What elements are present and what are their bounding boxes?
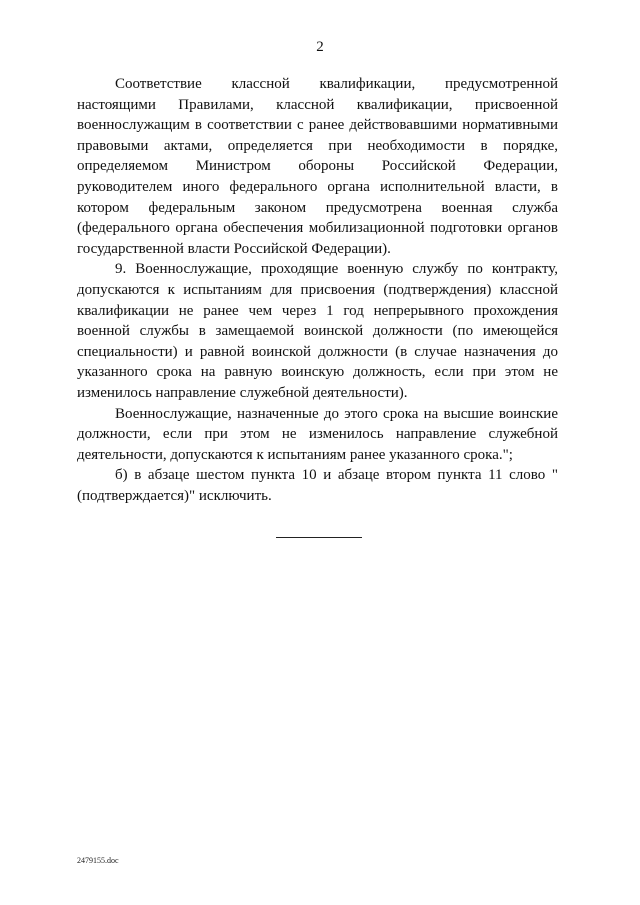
paragraph-qualification-conformity: Соответствие классной квалификации, предусмотренной настоящими Правилами, классной квалификации, присвоенной военнослужащим в соответствии с ранее действовавшими нормативными правовыми актами, определяется при необходимости в порядке, определяемом Министром обороны Российской Федерации, руководителем иного федерального органа исполнительной власти, в котором федеральным законом предусмотрена военная служба (федерального органа обеспечения мобилизационной подготовки органов государственной власти Российской Федерации). [77, 76, 558, 257]
paragraph-item-9: 9. Военнослужащие, проходящие военную службу по контракту, допускаются к испытаниям для присвоения (подтверждения) классной квалификации не ранее чем через 1 год непрерывного прохождения военной службы в замещаемой воинской должности (по имеющейся специальности) и равной воинской должности (в случае назначения до указанного срока на равную воинскую должность, если при этом не изменилось направление служебной деятельности). [77, 261, 558, 401]
footer-document-name: 2479155.doc [77, 856, 119, 865]
document-body [77, 74, 558, 506]
paragraph-amendment-b: б) в абзаце шестом пункта 10 и абзаце втором пункта 11 слово "(подтверждается)" исключить. [77, 467, 558, 504]
paragraph-higher-positions: Военнослужащие, назначенные до этого срока на высшие воинские должности, если при этом не изменилось направление служебной деятельности, допускаются к испытаниям ранее указанного срока."; [77, 405, 558, 463]
page-number: 2 [316, 39, 324, 55]
end-divider [276, 537, 362, 538]
